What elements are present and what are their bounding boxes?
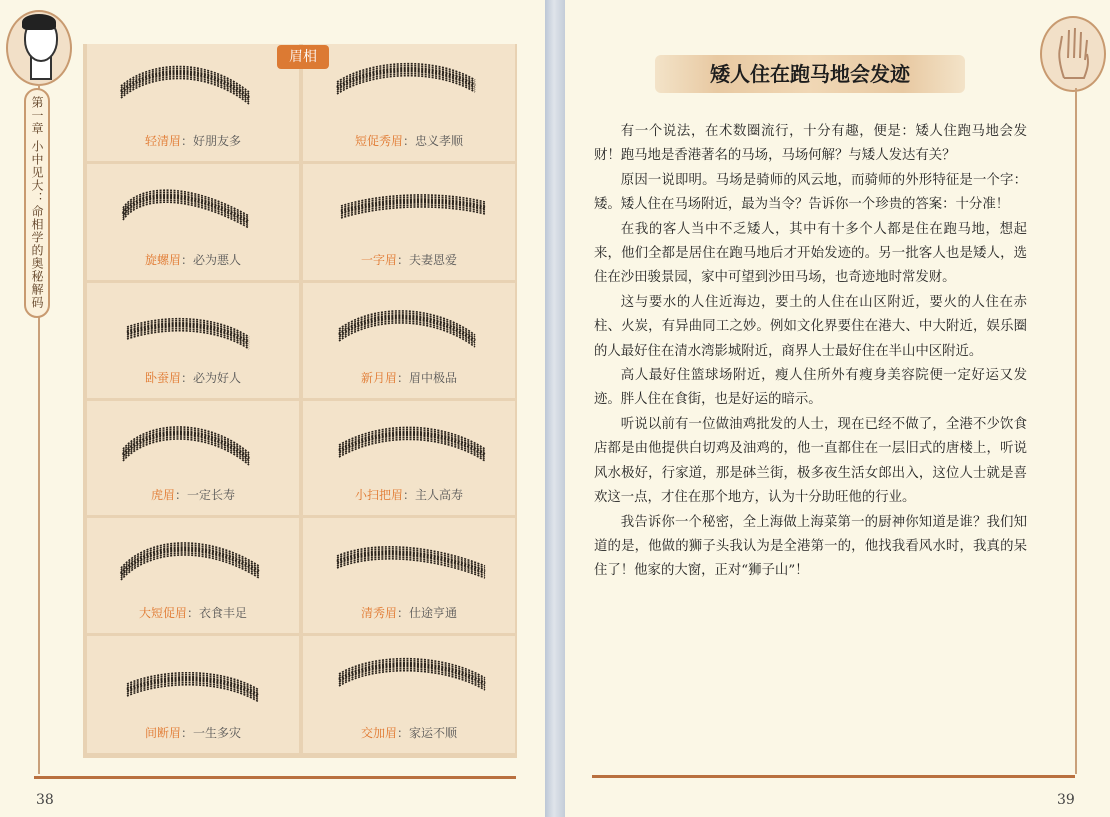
- eyebrow-caption: [87, 724, 299, 741]
- body-paragraph: 这与要水的人住近海边，要土的人住在山区附近，要火的人住在赤柱、火炭，有异曲同工之妙。例如文化界要住在港大、中大附近，娱乐圈的人最好住在清水湾影城附近，商界人士最好住在半山中区附近。: [594, 294, 1027, 359]
- eyebrow-caption: [303, 604, 515, 621]
- body-paragraph: 高人最好住篮球场附近，瘦人住所外有瘦身美容院便一定好运又发迹。胖人住在食街，也是好运的暗示。: [594, 368, 1027, 408]
- eyebrow-name: 新月眉: [360, 371, 397, 385]
- eyebrow-cell: [303, 401, 515, 515]
- eyebrow-cell: [87, 44, 299, 161]
- eyebrow-caption: [303, 251, 515, 268]
- eyebrow-drawing: [303, 283, 515, 363]
- eyebrow-drawing: [87, 518, 299, 598]
- palm-icon: [1040, 16, 1106, 92]
- eyebrow-separator: ：: [186, 606, 199, 620]
- eyebrow-meaning: 家运不顺: [409, 726, 458, 740]
- eyebrow-caption: [87, 251, 299, 268]
- footer-rule: [34, 776, 516, 779]
- eyebrow-separator: ：: [396, 371, 409, 385]
- body-paragraph: 原因一说即明。马场是骑师的风云地，而骑师的外形特征是一个字：矮。矮人住在马场附近，最为当令？告诉你一个珍贵的答案：十分准！: [594, 172, 1027, 213]
- eyebrow-meaning: 主人高寿: [415, 488, 464, 502]
- chapter-tab: [24, 88, 50, 318]
- chapter-label: 第一章 小中见大：命相学的奥秘解码: [30, 96, 44, 309]
- eyebrow-name: 交加眉: [360, 726, 397, 740]
- eyebrow-meaning: 仕途亨通: [409, 606, 458, 620]
- eyebrow-cell: [87, 401, 299, 515]
- eyebrow-name: 虎眉: [150, 488, 175, 502]
- eyebrow-cell: [303, 283, 515, 398]
- eyebrow-separator: ：: [180, 726, 193, 740]
- eyebrow-separator: ：: [402, 488, 415, 502]
- side-rail-line-right: [1075, 88, 1077, 774]
- eyebrow-caption: [303, 486, 515, 503]
- eyebrow-separator: ：: [180, 253, 193, 267]
- body-paragraph: 我告诉你一个秘密，全上海做上海菜第一的厨神你知道是谁？我们知道的是，他做的狮子头我认为是全港第一的，他找我看风水时，我真的呆住了！他家的大窗，正对“狮子山”！: [594, 514, 1027, 579]
- eyebrow-caption: [303, 369, 515, 386]
- eyebrow-meaning: 眉中极品: [409, 371, 458, 385]
- eyebrow-drawing: [303, 636, 515, 716]
- eyebrow-drawing: [87, 401, 299, 481]
- eyebrow-name: 清秀眉: [360, 606, 397, 620]
- panel-title: 眉相: [277, 45, 329, 69]
- eyebrow-meaning: 必为好人: [193, 371, 242, 385]
- page-number-right: 39: [1057, 792, 1075, 808]
- eyebrow-drawing: [303, 44, 515, 124]
- eyebrow-drawing: [303, 401, 515, 481]
- eyebrow-drawing: [87, 636, 299, 716]
- eyebrow-meaning: 一生多灾: [193, 726, 242, 740]
- eyebrow-name: 卧蚕眉: [144, 371, 181, 385]
- eyebrow-cell: [87, 164, 299, 280]
- eyebrow-cell: [303, 44, 515, 161]
- eyebrow-name: 轻清眉: [144, 134, 181, 148]
- body-paragraph: 有一个说法，在术数圈流行，十分有趣，便是：矮人住跑马地会发财！跑马地是香港著名的马场，马场何解？与矮人发达有关？: [594, 124, 1027, 164]
- eyebrow-separator: ：: [396, 606, 409, 620]
- eyebrow-separator: ：: [396, 726, 409, 740]
- eyebrow-meaning: 衣食丰足: [199, 606, 248, 620]
- eyebrow-separator: ：: [174, 488, 187, 502]
- eyebrow-caption: [303, 724, 515, 741]
- eyebrow-drawing: [303, 164, 515, 244]
- article-body: [594, 120, 1027, 584]
- eyebrow-meaning: 忠义孝顺: [415, 134, 464, 148]
- eyebrow-separator: ：: [180, 134, 193, 148]
- footer-rule-right: [592, 775, 1075, 778]
- eyebrow-name: 旋螺眉: [144, 253, 181, 267]
- body-paragraph: 在我的客人当中不乏矮人，其中有十多个人都是住在跑马地，想起来，他们全都是居住在跑马地后才开始发迹的。另一批客人也是矮人，选住在沙田骏景园，家中可望到沙田马场，也奇迹地时常发财。: [594, 221, 1027, 286]
- eyebrow-name: 短促秀眉: [354, 134, 403, 148]
- eyebrow-meaning: 一定长寿: [187, 488, 236, 502]
- eyebrow-cell: [303, 636, 515, 753]
- eyebrow-meaning: 必为悪人: [193, 253, 242, 267]
- eyebrow-drawing: [303, 518, 515, 598]
- eyebrow-meaning: 好朋友多: [193, 134, 242, 148]
- eyebrow-separator: ：: [396, 253, 409, 267]
- eyebrow-meaning: 夫妻恩爱: [409, 253, 458, 267]
- eyebrow-name: 一字眉: [360, 253, 397, 267]
- eyebrow-caption: [303, 132, 515, 149]
- eyebrow-drawing: [87, 164, 299, 244]
- eyebrow-cell: [87, 518, 299, 633]
- book-gutter: [545, 0, 565, 817]
- eyebrow-cell: [303, 164, 515, 280]
- body-paragraph: 听说以前有一位做油鸡批发的人士，现在已经不做了，全港不少饮食店都是由他提供白切鸡及油鸡的，他一直都住在一层旧式的唐楼上，听说风水极好，行家道，那是砵兰街，极多夜生活女郎出入，这位人士就是喜欢这一点，才住在那个地方，认为十分助旺他的行业。: [594, 416, 1027, 506]
- eyebrow-drawing: [87, 283, 299, 363]
- eyebrow-drawing: [87, 44, 299, 124]
- eyebrow-caption: [87, 369, 299, 386]
- eyebrow-caption: [87, 486, 299, 503]
- face-portrait-icon: [6, 10, 72, 86]
- eyebrow-caption: [87, 604, 299, 621]
- eyebrow-name: 大短促眉: [138, 606, 187, 620]
- eyebrow-separator: ：: [402, 134, 415, 148]
- page-number-left: 38: [36, 792, 54, 808]
- eyebrow-name: 间断眉: [144, 726, 181, 740]
- eyebrow-caption: [87, 132, 299, 149]
- eyebrow-name: 小扫把眉: [354, 488, 403, 502]
- eyebrow-cell: [87, 636, 299, 753]
- eyebrow-separator: ：: [180, 371, 193, 385]
- article-title: 矮人住在跑马地会发迹: [710, 62, 910, 86]
- eyebrow-cell: [303, 518, 515, 633]
- eyebrow-cell: [87, 283, 299, 398]
